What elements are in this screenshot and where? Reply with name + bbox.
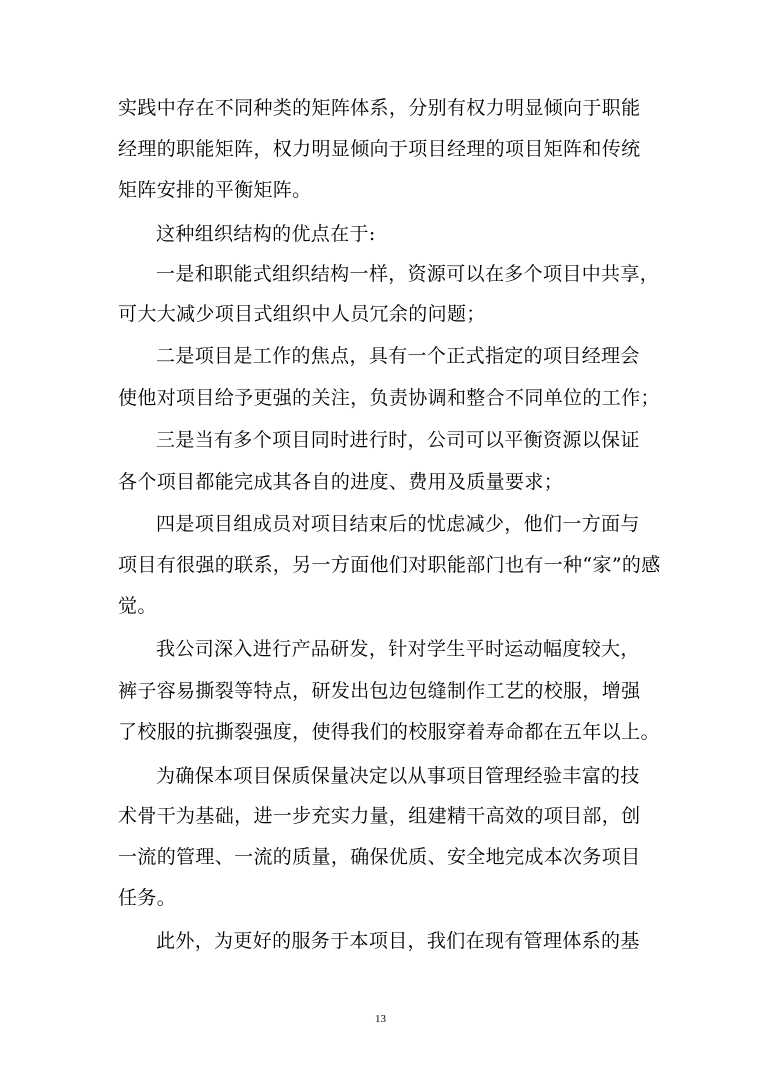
- body-text-line: 了校服的抗撕裂强度，使得我们的校服穿着寿命都在五年以上。: [118, 721, 660, 743]
- body-text-line: 一流的管理、一流的质量，确保优质、安全地完成本次务项目: [118, 846, 641, 868]
- body-text-line: 三是当有多个项目同时进行时，公司可以平衡资源以保证: [156, 429, 640, 451]
- body-text-line: 这种组织结构的优点在于:: [156, 223, 376, 245]
- body-text-line: 任务。: [118, 887, 177, 909]
- body-text-line: 四是项目组成员对项目结束后的忧虑减少，他们一方面与: [156, 513, 640, 535]
- body-text-line: 觉。: [118, 595, 157, 617]
- body-text-line: 实践中存在不同种类的矩阵体系，分别有权力明显倾向于职能: [118, 97, 641, 119]
- body-text-line: 各个项目都能完成其各自的进度、费用及质量要求；: [118, 471, 564, 493]
- body-text-line: 为确保本项目保质保量决定以从事项目管理经验丰富的技: [156, 765, 640, 787]
- body-text-line: 此外，为更好的服务于本项目，我们在现有管理体系的基: [156, 930, 640, 952]
- body-text-line: 我公司深入进行产品研发，针对学生平时运动幅度较大，: [156, 638, 640, 660]
- body-text-line: 裤子容易撕裂等特点，研发出包边包缝制作工艺的校服，增强: [118, 680, 641, 702]
- body-text-line: 经理的职能矩阵，权力明显倾向于项目经理的项目矩阵和传统: [118, 138, 641, 160]
- body-text-line: 一是和职能式组织结构一样，资源可以在多个项目中共享，: [156, 263, 660, 285]
- body-text-line: 使他对项目给予更强的关注，负责协调和整合不同单位的工作；: [118, 387, 660, 409]
- body-text-line: 术骨干为基础，进一步充实力量，组建精干高效的项目部，创: [118, 805, 641, 827]
- page-number: 13: [375, 1013, 386, 1025]
- body-text-line: 项目有很强的联系，另一方面他们对职能部门也有一种“家”的感: [118, 554, 661, 576]
- body-text-line: 可大大减少项目式组织中人员冗余的问题；: [118, 303, 486, 325]
- body-text-line: 二是项目是工作的焦点，具有一个正式指定的项目经理会: [156, 345, 640, 367]
- body-text-line: 矩阵安排的平衡矩阵。: [118, 179, 312, 201]
